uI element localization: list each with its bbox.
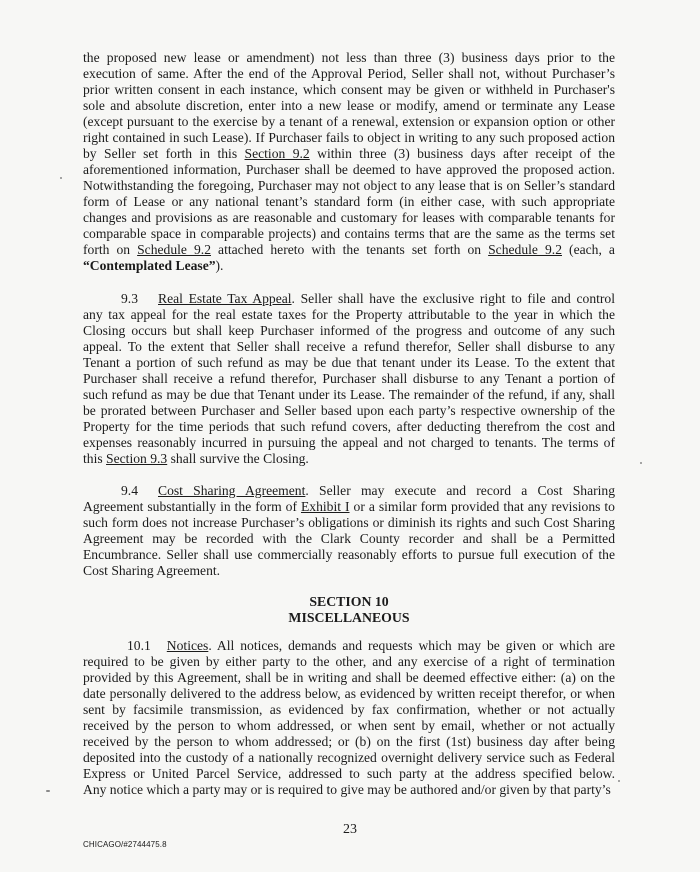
- text-line: by Seller set forth in this Section 9.2 within three (3) business days after receipt of the: [83, 146, 615, 161]
- text-line: be prorated between Purchaser and Seller based upon each party’s respective ownership of the: [83, 403, 615, 418]
- section-heading-number: SECTION 10: [309, 594, 389, 609]
- section-10-1-paragraph: [83, 638, 615, 798]
- text-line: Any notice which a party may or is required to give may be authored and/or given by that party’s: [83, 782, 611, 797]
- scan-speck: [46, 790, 50, 792]
- scan-speck: [618, 780, 620, 782]
- text-line: sole and absolute discretion, enter into a new lease or modify, amend or terminate any Lease: [83, 98, 615, 113]
- section-number: 10.1: [127, 638, 151, 653]
- text-line: 9.4 Cost Sharing Agreement. Seller may execute and record a Cost Sharing: [121, 483, 616, 498]
- text-line: such form does not increase Purchaser’s obligations or diminish its rights and such Cost Sharing: [83, 515, 615, 530]
- section-title: Notices: [166, 638, 209, 653]
- text-line: 10.1 Notices. All notices, demands and requests which may be given or which are: [127, 638, 615, 653]
- text-line: aforementioned information, Purchaser shall be deemed to have approved the proposed action.: [83, 162, 615, 177]
- text-line: sent by facsimile transmission, as evidenced by fax confirmation, whether or not actually: [83, 702, 615, 717]
- text-line: changes and provisions as are reasonable and customary for leases with comparable tenants for: [83, 210, 615, 225]
- text-line: right contained in such Lease). If Purchaser fails to object in writing to any such proposed action: [83, 130, 615, 145]
- text-line: prior written consent in each instance, which consent may be given or withheld in Purchaser's: [83, 82, 615, 97]
- schedule-reference: Schedule 9.2: [488, 242, 562, 257]
- section-title: Cost Sharing Agreement: [158, 483, 306, 498]
- section-heading: [83, 594, 615, 626]
- section-title: Real Estate Tax Appeal: [158, 291, 292, 306]
- section-number: 9.3: [121, 291, 138, 306]
- text-line: Agreement may be recorded with the Clark County recorder and shall be a Permitted: [83, 531, 615, 546]
- text-line: Notwithstanding the foregoing, Purchaser may not object to any lease that is on Seller’s standard: [83, 178, 615, 193]
- text-line: Purchaser shall receive a refund therefor, Purchaser shall disburse to any Tenant a portion of: [83, 371, 615, 386]
- text-line: any tax appeal for the real estate taxes for the Property attributable to the year in which the: [83, 307, 615, 322]
- text-line: comparable space in comparable projects) and contains terms that are the same as the terms set: [83, 226, 615, 241]
- text-line: Cost Sharing Agreement.: [83, 563, 221, 578]
- text-line: the proposed new lease or amendment) not less than three (3) business days prior to the: [83, 50, 615, 65]
- text-line: execution of same. After the end of the Approval Period, Seller shall not, without Purchaser’s: [83, 66, 615, 81]
- text-line: expenses reasonably incurred in pursuing the appeal and not charged to tenants. The terms of: [83, 435, 615, 450]
- text-line: appeal. To the extent that Seller shall receive a refund therefor, Seller shall disburse to any: [83, 339, 615, 354]
- scan-speck: [60, 177, 62, 179]
- document-code: CHICAGO/#2744475.8: [83, 840, 167, 849]
- exhibit-reference: Exhibit I: [300, 499, 350, 514]
- text-line: received by the person to whom addressed, or when sent by email, whether or not actually: [83, 718, 615, 733]
- schedule-reference: Schedule 9.2: [137, 242, 211, 257]
- section-reference: Section 9.2: [244, 146, 310, 161]
- text-line: “Contemplated Lease”).: [83, 258, 224, 273]
- section-heading-title: MISCELLANEOUS: [288, 610, 410, 625]
- text-line: provided by this Agreement, shall be in writing and shall be deemed effective either: (a) on the: [83, 670, 615, 685]
- text-line: Encumbrance. Seller shall use commercially reasonably efforts to pursue full execution of the: [83, 547, 615, 562]
- text-line: 9.3 Real Estate Tax Appeal. Seller shall have the exclusive right to file and control: [121, 291, 615, 306]
- text-line: Tenant a portion of such refund as may be due that tenant under its Lease. To the extent that: [83, 355, 615, 370]
- section-reference: Section 9.3: [106, 451, 168, 466]
- scan-speck: [640, 462, 642, 464]
- defined-term: “Contemplated Lease”: [83, 258, 216, 273]
- text-line: this Section 9.3 shall survive the Closing.: [83, 451, 309, 466]
- paragraph-approval-continuation: [83, 50, 615, 274]
- text-line: forth on Schedule 9.2 attached hereto with the tenants set forth on Schedule 9.2 (each, a: [83, 242, 615, 257]
- text-line: deposited into the custody of a nationally recognized overnight delivery service such as Federal: [83, 750, 615, 765]
- text-line: date personally delivered to the address below, as evidenced by written receipt therefor, or when: [83, 686, 615, 701]
- text-line: form of Lease or any national tenant’s standard form (in either case, with such appropriate: [83, 194, 615, 209]
- text-line: Agreement substantially in the form of Exhibit I or a similar form provided that any revisions to: [83, 499, 615, 514]
- text-line: (except pursuant to the exercise by a tenant of a renewal, extension or expansion option or other: [83, 114, 615, 129]
- text-line: such refund as may be due that Tenant under its Lease. The remainder of the refund, if any, shall: [83, 387, 615, 402]
- page-number: 23: [343, 822, 357, 837]
- section-9-4-paragraph: [83, 483, 615, 579]
- section-number: 9.4: [121, 483, 138, 498]
- text-line: Property for the time periods that such refund covers, after deducting therefrom the cost and: [83, 419, 615, 434]
- text-line: Closing occurs but shall keep Purchaser informed of the progress and outcome of any such: [83, 323, 615, 338]
- text-line: required to be given by either party to the other, and any exercise of a right of termination: [83, 654, 615, 669]
- section-9-3-paragraph: [83, 291, 615, 467]
- text-line: Express or United Parcel Service, addressed to such party at the address specified below.: [83, 766, 615, 781]
- text-line: received by the person to whom addressed; or (b) on the first (1st) business day after being: [83, 734, 615, 749]
